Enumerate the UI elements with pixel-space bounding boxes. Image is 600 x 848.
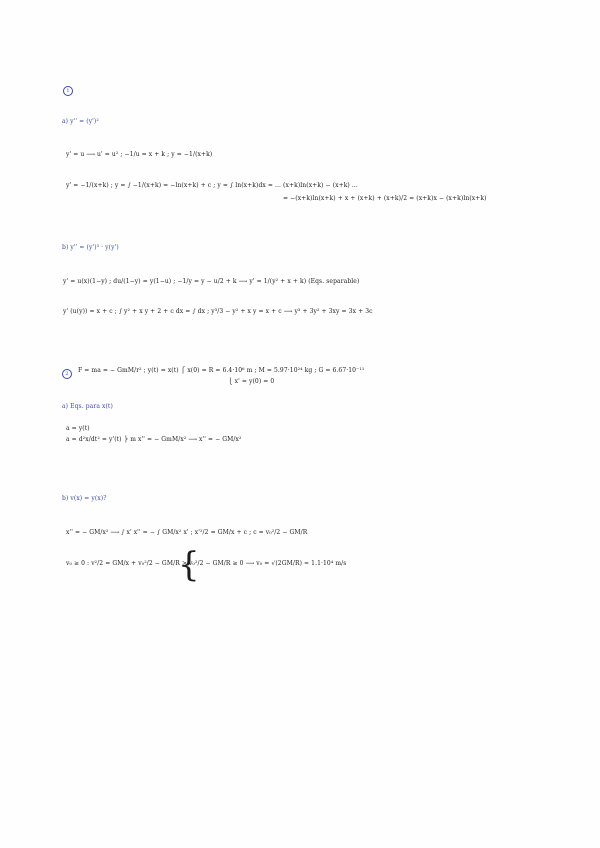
section-1a-line-2: y' = −1/(x+k) ; y = ∫ −1/(x+k) = −ln(x+k) + c ; y = ∫ ln(x+k)dx = ... (x+k)ln(x+k) − (x+k) ... [66, 182, 358, 189]
section-2-line-1: F = ma = − GmM/r² ; y(t) = x(t) ⎧ x(0) = R = 6.4·10⁶ m ; M = 5.97·10²⁴ kg ; G = 6.67·10⁻¹¹ [78, 367, 365, 374]
section-2a-sub: a = y(t) [66, 425, 90, 432]
section-2a-heading: a) Eqs. para x(t) [62, 403, 113, 410]
section-2-number: 2 [62, 369, 72, 379]
section-1-number: 1 [63, 86, 73, 96]
section-1b-heading: b) y'' = (y')³ · y(y') [62, 244, 119, 251]
section-2b-heading: b) v(x) = y(x)? [62, 495, 107, 502]
section-2b-line-2: v₀ ≥ 0 : v²/2 = GM/x + v₀²/2 − GM/R > v₀²/2 − GM/R ≥ 0 ⟶ v₀ = √(2GM/R) ≈ 1.1·10⁴ m/s [66, 560, 347, 567]
section-1a-line-1: y' = u ⟶ u' = u² ; −1/u = x + k ; y = −1/(x+k) [66, 151, 213, 158]
section-2a-line: a = d²x/dt² = y'(t) ⎬ m x'' = − GmM/x² ⟶ x'' = − GM/x² [66, 436, 242, 443]
section-2-line-1b: ⎩ x' = y(0) = 0 [228, 378, 275, 385]
section-1a-heading: a) y'' = (y')² [62, 118, 99, 125]
curly-brace-icon: { [178, 545, 200, 585]
section-1b-line-2: y' (u(y)) = x + c ; ∫ y² + x y + 2 + c dx = ∫ dx ; y³/3 − y² + x y = x + c ⟶ y³ + 3y² + 3xy = 3x + 3c [63, 308, 373, 315]
section-1a-line-3: = −(x+k)ln(x+k) + x + (x+k) + (x+k)/2 = (x+k)x − (x+k)ln(x+k) [283, 195, 487, 202]
section-1b-line-1: y' = u(x)(1−y) ; du/(1−y) = y(1−u) ; −1/y = y − u/2 + k ⟶ y' = 1/(y² + x + k) (Eqs. separable) [63, 278, 360, 285]
section-2b-line-1: x'' = − GM/x² ⟶ ∫ x' x'' = − ∫ GM/x² x' ; x'²/2 = GM/x + c ; c = v₀²/2 − GM/R [66, 529, 308, 536]
